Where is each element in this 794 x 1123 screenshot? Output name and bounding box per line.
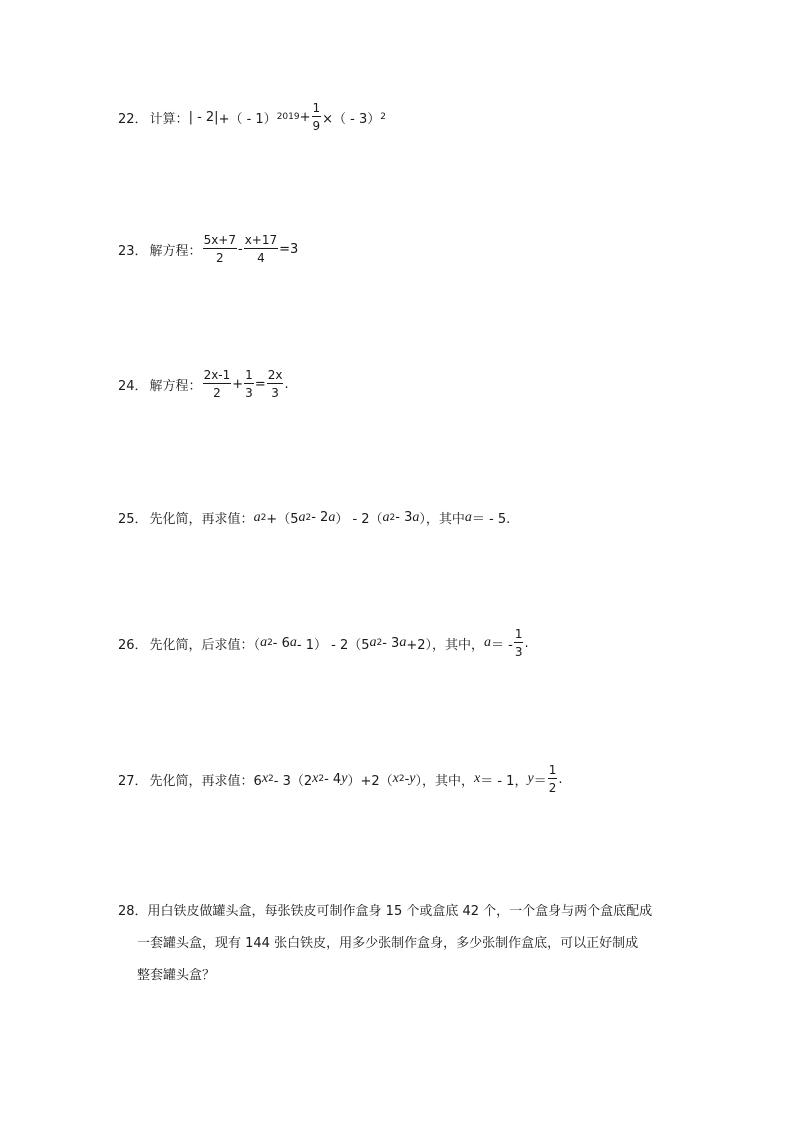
math-text: ＝ - 1， (480, 773, 528, 789)
denominator: 9 (312, 119, 321, 133)
question-label: 计算： (149, 111, 189, 127)
question-number: 23． (118, 243, 148, 259)
question-27: 27． 先化简，再求值：6 x 2 - 3（2 x 2 - 4 y ）+2（ x 2 - y ），其中， x ＝ - 1， y ＝ $\frac{1}{2}$ . (118, 763, 563, 795)
math-text: ）+2（ (347, 773, 393, 789)
math-text: - (404, 771, 410, 787)
variable: a (412, 509, 420, 525)
denominator: 2 (548, 781, 557, 795)
numerator: 1 (514, 627, 523, 641)
math-text: - 2 (311, 510, 329, 525)
question-label: 解方程： (149, 243, 202, 259)
question-number: 24． (118, 378, 148, 394)
variable: y (527, 771, 534, 786)
question-text-line: 整套罐头盒？ (137, 968, 216, 983)
question-25: 25． 先化简，再求值： a 2 +（5 a 2 - 2 a ） - 2（ a 2 - 3 a ），其中 a ＝ - 5. (118, 509, 511, 527)
variable: a (289, 635, 297, 650)
math-text: - 1） - 2（5 (296, 637, 370, 653)
math-text: - (238, 241, 243, 257)
math-text: ＝ - 5. (471, 512, 511, 527)
question-24 (118, 369, 289, 399)
denominator: 2 (215, 251, 224, 265)
math-text: + (299, 109, 311, 125)
question-label: 先化简，再求值： (149, 512, 254, 527)
question-number: 22． (118, 111, 148, 127)
question-number: 25． (118, 512, 148, 527)
question-28 (118, 896, 678, 992)
numerator: x+17 (244, 233, 278, 247)
numerator: 2x (267, 368, 283, 382)
math-text: - 3（2 (273, 773, 313, 789)
denominator: 2 (213, 386, 221, 400)
variable: x (474, 771, 481, 786)
variable: x (261, 771, 269, 786)
variable: a (464, 509, 472, 525)
denominator: 4 (257, 251, 265, 265)
math-text: =3 (279, 241, 299, 257)
question-number: 26． (118, 637, 148, 653)
math-text: + (232, 376, 244, 392)
question-23 (118, 234, 298, 264)
math-text: ） - 2（ (335, 512, 383, 527)
numerator: 5x+7 (203, 233, 236, 247)
fraction (203, 369, 232, 399)
question-26: 26． 先化简，后求值：（ a 2 - 6 a - 1） - 2（5 a 2 - 3 a +2），其中， a ＝ - $\frac{1}{3}$ . (118, 627, 529, 659)
math-text: +（5 (266, 512, 299, 527)
denominator: 3 (245, 386, 253, 400)
denominator: 3 (514, 645, 523, 659)
math-text: - 3 (382, 635, 400, 651)
math-text: = (254, 376, 266, 392)
math-text: | - 2| (188, 109, 219, 125)
variable: x (392, 771, 399, 786)
fraction (312, 102, 322, 132)
math-text: +（ - 1） (218, 111, 277, 127)
variable: a (399, 635, 407, 650)
variable: a (298, 509, 306, 525)
math-text: ＝ (533, 773, 547, 789)
variable: y (409, 771, 416, 786)
math-text: - 4 (324, 771, 342, 787)
math-text: ），其中 (419, 512, 465, 527)
fraction (244, 369, 254, 399)
math-text: - 3 (395, 510, 413, 525)
math-text: . (284, 376, 289, 392)
question-label: 先化简，再求值：6 (149, 773, 262, 789)
math-text: . (558, 771, 563, 787)
variable: x (312, 771, 319, 786)
variable: a (328, 509, 336, 525)
question-22: 22． 计算： | - 2| +（ - 1） 2019 + $\frac{1}{9}$ ×（ - 3） 2 (118, 101, 386, 133)
question-label: 解方程： (149, 378, 202, 394)
math-text: . (524, 635, 529, 651)
numerator: 1 (245, 368, 253, 382)
question-text-line: 一套罐头盒，现有 144 张白铁皮，用多少张制作盒身，多少张制作盒底，可以正好制成 (137, 936, 639, 951)
math-text: +2），其中， (406, 637, 485, 653)
variable: a (253, 509, 261, 525)
variable: a (369, 635, 377, 650)
math-text: ＝ - (491, 637, 513, 653)
variable: y (341, 771, 348, 786)
numerator: 1 (548, 763, 557, 777)
question-number: 27． (118, 773, 148, 789)
math-text: ×（ - 3） (322, 111, 381, 127)
variable: a (260, 635, 268, 650)
question-text-line: 28．用白铁皮做罐头盒，每张铁皮可制作盒身 15 个或盒底 42 个，一个盒身与两个盒底配成 (118, 904, 653, 919)
fraction (244, 234, 278, 264)
fraction (203, 234, 237, 264)
fraction (267, 369, 284, 399)
variable: a (382, 509, 390, 525)
denominator: 3 (271, 386, 279, 400)
question-label: 先化简，后求值：（ (149, 637, 261, 653)
math-text: - 6 (272, 635, 290, 651)
numerator: 2x-1 (203, 368, 231, 382)
fraction (514, 628, 524, 658)
numerator: 1 (312, 101, 321, 115)
variable: a (484, 635, 492, 650)
fraction (548, 764, 558, 794)
math-text: ），其中， (415, 773, 474, 789)
